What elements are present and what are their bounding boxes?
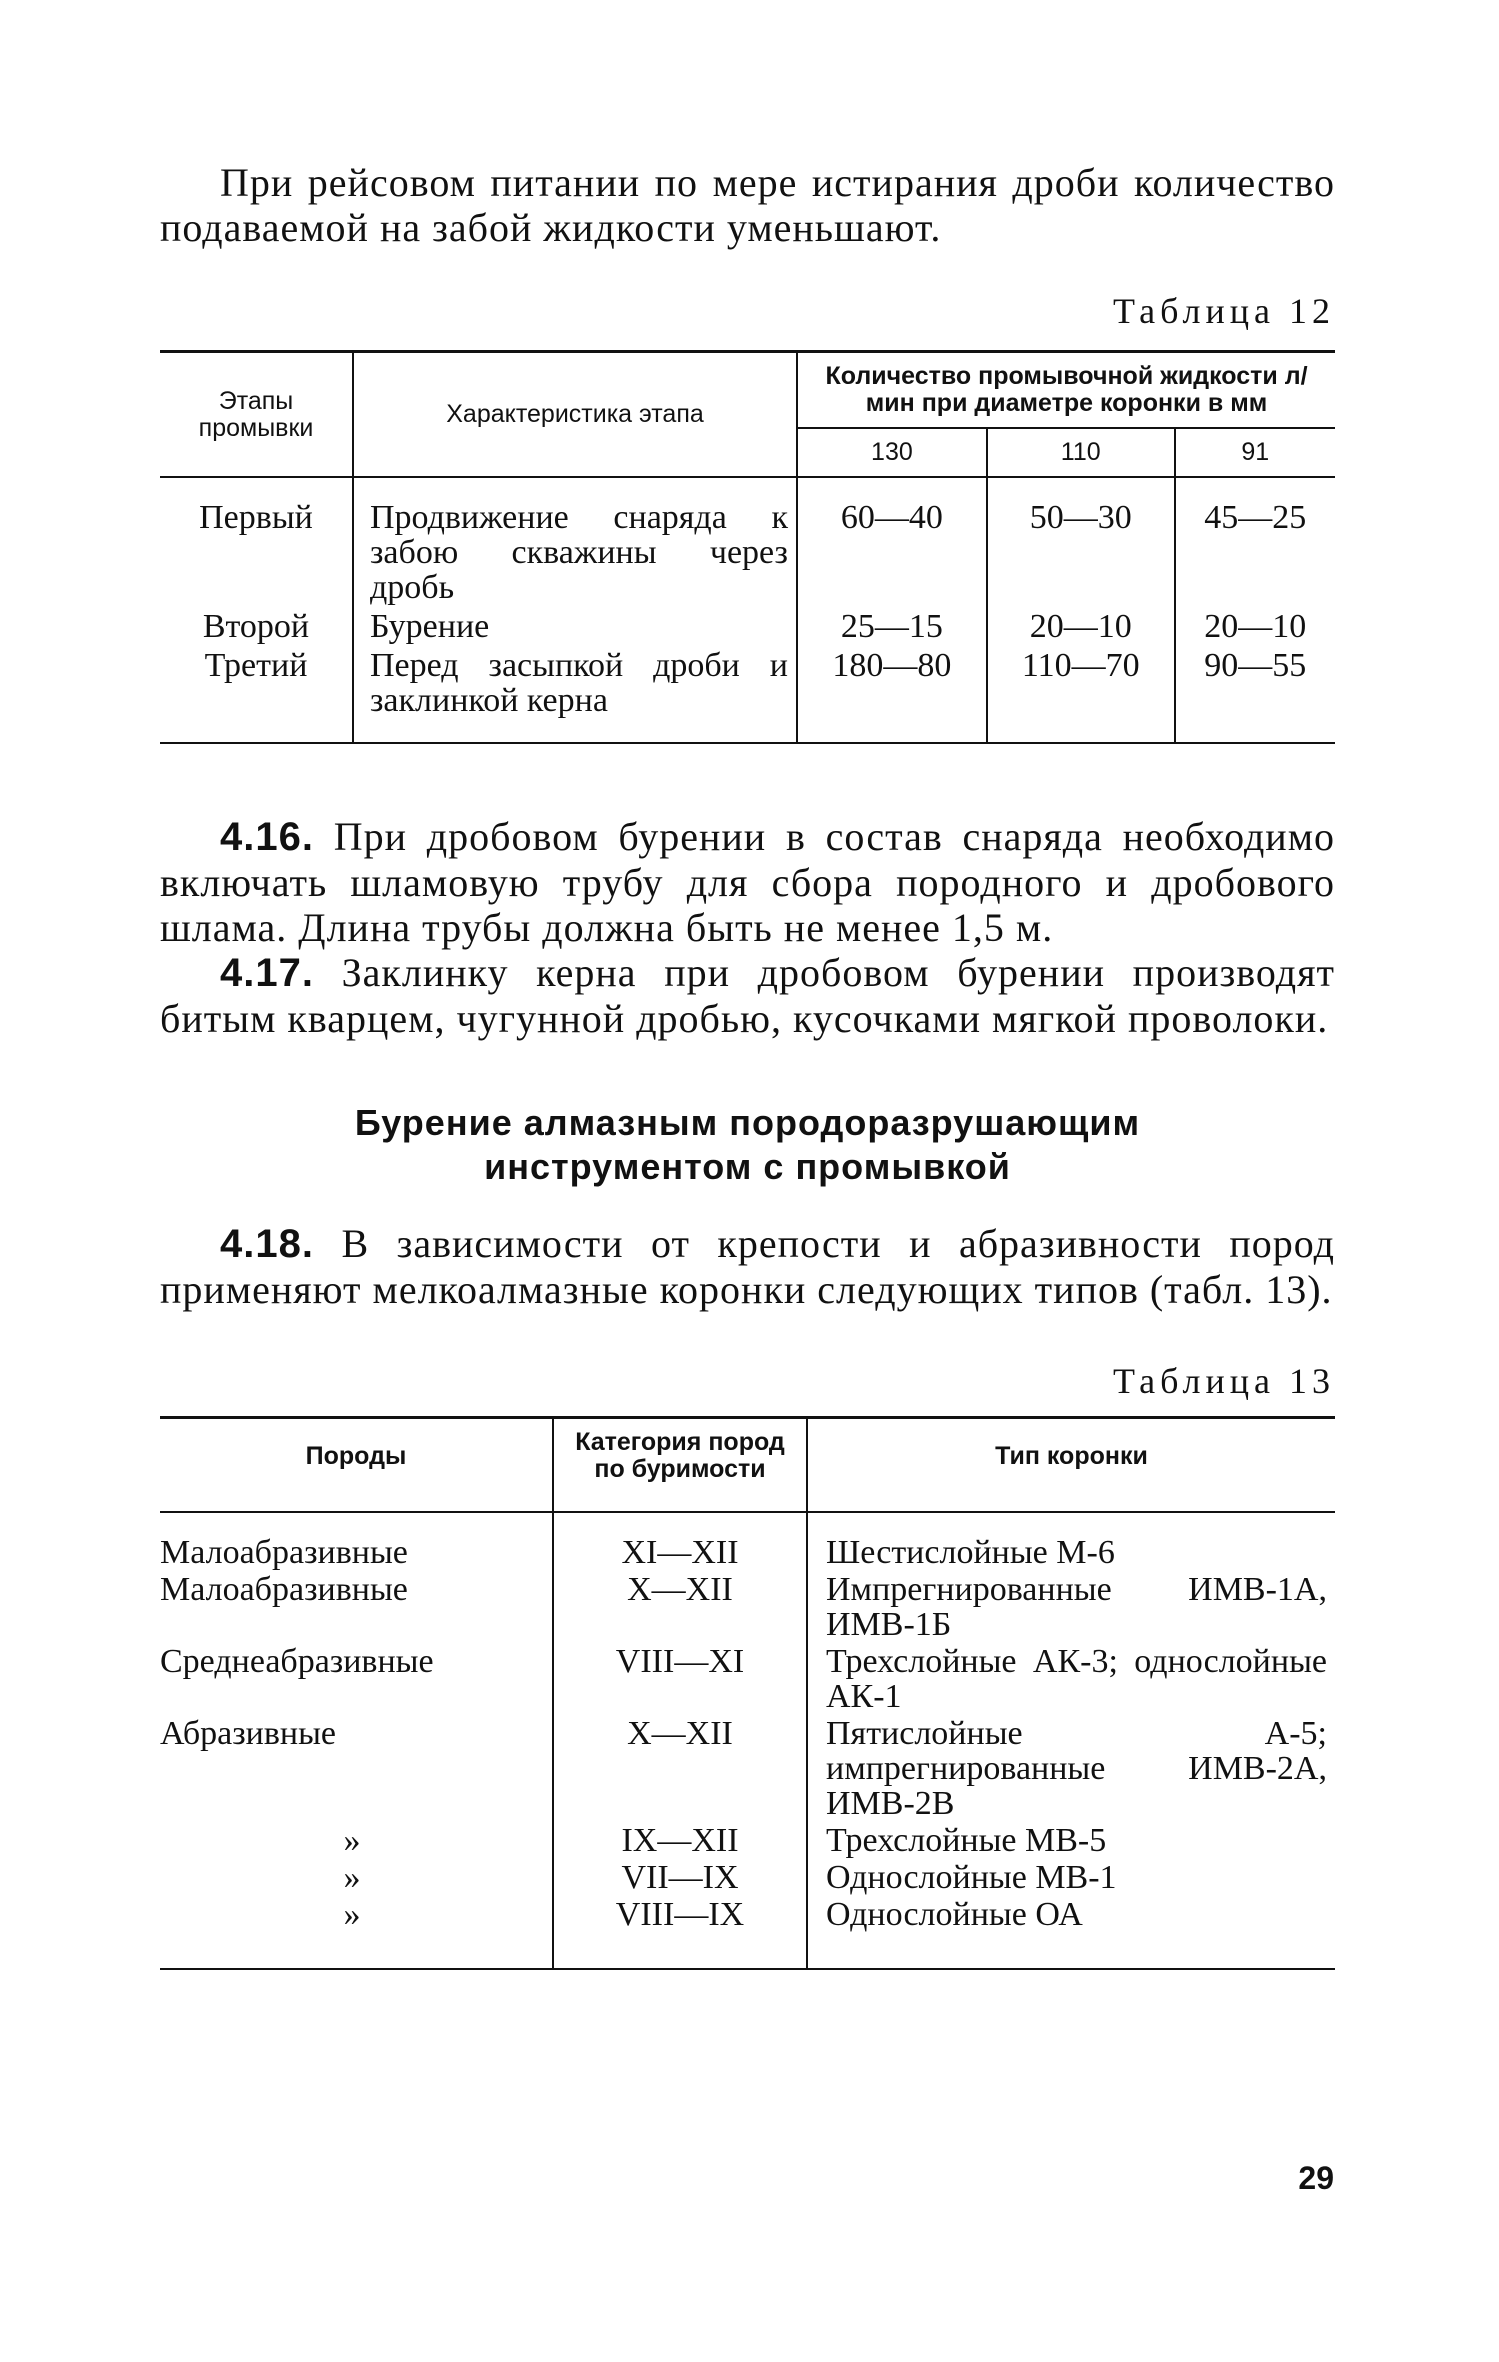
t13-rock: Среднеабразивные [160, 1643, 434, 1680]
t12-v1: 25—15 [797, 607, 987, 646]
t13-rock: » [343, 1859, 361, 1896]
t13-cat: IX—XII [553, 1822, 807, 1859]
t13-rock: » [343, 1822, 361, 1859]
t12-v2: 20—10 [987, 607, 1175, 646]
t13-rock: » [343, 1896, 361, 1933]
t13-cat: X—XII [553, 1571, 807, 1643]
paragraph-4-18 [160, 1221, 1335, 1312]
table-row [160, 1822, 1335, 1859]
table-row [160, 1643, 1335, 1715]
t13-cat: XI—XII [553, 1512, 807, 1571]
t12-v3: 20—10 [1175, 607, 1335, 646]
paragraph-4-16 [160, 814, 1335, 950]
t13-rock: Малоабразивные [160, 1571, 408, 1608]
paragraph-4-17 [160, 950, 1335, 1041]
t12-v3: 90—55 [1175, 646, 1335, 743]
t13-cat: VII—IX [553, 1859, 807, 1896]
t13-cat: VIII—IX [553, 1896, 807, 1969]
t13-col-cat: Категория пород по буримости [553, 1418, 807, 1513]
t12-char: Перед засыпкой дроби и заклинкой керна [353, 646, 797, 743]
table-row [160, 1512, 1335, 1571]
t13-type: Трехслойные АК-3; однослойные АК-1 [807, 1643, 1335, 1715]
p418-text: В зависимости от крепости и абразивности пород применяют мелкоалмазные коронки следующих типов (табл. 13). [160, 1221, 1336, 1312]
t12-v2: 50—30 [987, 477, 1175, 607]
table-row [160, 477, 1335, 607]
t12-diam-110: 110 [987, 428, 1175, 477]
p417-text: Заклинку керна при дробовом бурении производят битым кварцем, чугунной дробью, кусочками мягкой проволоки. [160, 950, 1335, 1041]
table-row [160, 1715, 1335, 1822]
table-row [160, 1896, 1335, 1969]
t12-col-char: Характеристика этапа [353, 352, 797, 478]
page-content [160, 160, 1335, 1970]
table-12 [160, 350, 1335, 744]
table-row [160, 607, 1335, 646]
table-13 [160, 1416, 1335, 1970]
t13-col-type: Тип коронки [807, 1418, 1335, 1513]
t12-v1: 180—80 [797, 646, 987, 743]
p418-number: 4.18. [220, 1222, 314, 1266]
t13-type: Однослойные МВ-1 [807, 1859, 1335, 1896]
t13-type: Однослойные ОА [807, 1896, 1335, 1969]
intro-paragraph: При рейсовом питании по мере истирания дроби количество подаваемой на забой жидкости уменьшают. [160, 160, 1335, 250]
t12-stage: Второй [202, 608, 310, 645]
page-number: 29 [1298, 2160, 1334, 2196]
t13-type: Трехслойные МВ-5 [807, 1822, 1335, 1859]
table-row [160, 646, 1335, 743]
t12-v1: 60—40 [797, 477, 987, 607]
t12-col-stage: Этапы промывки [160, 352, 353, 478]
t12-char: Продвижение снаряда к забою скважины через дробь [353, 477, 797, 607]
t12-char: Бурение [353, 607, 797, 646]
table12-caption: Таблица 12 [1113, 291, 1335, 331]
p417-number: 4.17. [220, 951, 314, 995]
t13-rock: Малоабразивные [160, 1534, 408, 1571]
t13-type: Шестислойные М-6 [807, 1512, 1335, 1571]
t13-rock: Абразивные [160, 1715, 337, 1752]
table-row [160, 1859, 1335, 1896]
section-heading: Бурение алмазным породоразрушающим инструментом с промывкой [354, 1102, 1141, 1187]
table-row [160, 1571, 1335, 1643]
table13-caption: Таблица 13 [1113, 1361, 1335, 1401]
t13-type: Импрегнированные ИМВ-1А, ИМВ-1Б [807, 1571, 1335, 1643]
t12-col-qty: Количество промывочной жидкости л/мин при диаметре коронки в мм [797, 352, 1335, 429]
t12-diam-91: 91 [1175, 428, 1335, 477]
t12-stage: Первый [199, 499, 313, 536]
t13-cat: VIII—XI [553, 1643, 807, 1715]
t13-type: Пятислойные А-5; импрегнированные ИМВ-2А, ИМВ-2В [807, 1715, 1335, 1822]
t13-cat: X—XII [553, 1715, 807, 1822]
p416-number: 4.16. [220, 815, 314, 859]
p416-text: При дробовом бурении в состав снаряда необходимо включать шламовую трубу для сбора породного и дробового шлама. Длина трубы должна быть не менее 1,5 м. [160, 814, 1336, 950]
t12-diam-130: 130 [797, 428, 987, 477]
t12-stage: Третий [204, 647, 308, 684]
t12-v2: 110—70 [987, 646, 1175, 743]
t12-v3: 45—25 [1175, 477, 1335, 607]
t13-col-rock: Породы [160, 1418, 553, 1513]
